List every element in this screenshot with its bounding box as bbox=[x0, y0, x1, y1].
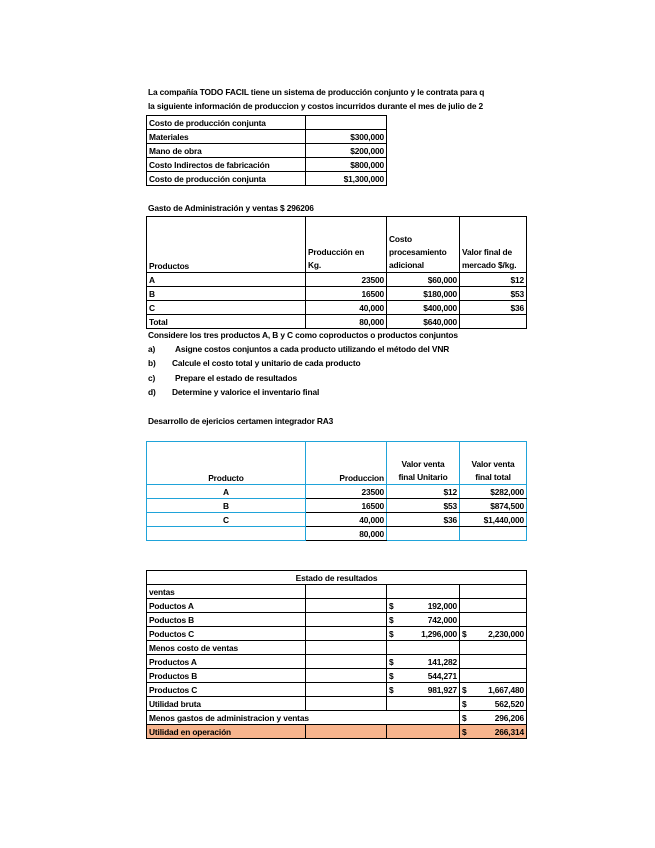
sales-amount: 192,000 bbox=[427, 601, 457, 611]
table-total-row bbox=[147, 527, 527, 541]
currency-symbol: $ bbox=[462, 727, 467, 737]
instruction-marker-c: c) bbox=[148, 373, 156, 383]
cost-label-labor: Mano de obra bbox=[147, 144, 306, 158]
instruction-text-a: Asigne costos conjuntos a cada producto utilizando el método del VNR bbox=[175, 344, 450, 354]
development-table bbox=[146, 441, 527, 541]
cost-value-overhead: $800,000 bbox=[306, 158, 387, 172]
products-table bbox=[146, 216, 527, 329]
admin-expenses-row bbox=[147, 711, 527, 725]
dev-product-total: $1,440,000 bbox=[460, 513, 527, 527]
currency-symbol: $ bbox=[389, 629, 394, 639]
dev-product-total: $874,500 bbox=[460, 499, 527, 513]
cost-value-materials: $300,000 bbox=[306, 130, 387, 144]
products-header-production bbox=[306, 217, 387, 273]
products-header-cost-line3: adicional bbox=[389, 260, 424, 270]
intro-line-1: La compañía TODO FACIL tiene un sistema de producción conjunto y le contrata para q bbox=[148, 87, 485, 97]
table-total-row bbox=[147, 315, 527, 329]
dev-header-production: Produccion bbox=[306, 442, 387, 485]
product-production: 40,000 bbox=[306, 301, 387, 315]
products-header-product: Productos bbox=[147, 217, 306, 273]
product-production: 16500 bbox=[306, 287, 387, 301]
cost-of-sales-label: Productos C bbox=[147, 683, 306, 697]
table-row bbox=[147, 301, 527, 315]
operating-profit-amount: 266,314 bbox=[494, 727, 525, 737]
table-row bbox=[147, 485, 527, 499]
products-header-value-line2: mercado $/kg. bbox=[462, 260, 517, 270]
table-row bbox=[147, 599, 527, 613]
instructions-title: Considere los tres productos A, B y C como coproductos o productos conjuntos bbox=[148, 330, 458, 340]
product-name: A bbox=[147, 273, 306, 287]
development-title: Desarrollo de ejericios certamen integrador RA3 bbox=[148, 416, 334, 426]
gross-profit-row bbox=[147, 697, 527, 711]
dev-header-unit-line1: Valor venta bbox=[401, 459, 445, 469]
table-row bbox=[147, 669, 527, 683]
admin-expenses-amount: 296,206 bbox=[494, 713, 525, 723]
sales-label: Poductos A bbox=[147, 599, 306, 613]
product-value: $12 bbox=[460, 273, 527, 287]
table-row bbox=[147, 655, 527, 669]
cost-value-labor: $200,000 bbox=[306, 144, 387, 158]
income-statement-title: Estado de resultados bbox=[147, 571, 527, 585]
dev-product-name: A bbox=[147, 485, 306, 499]
total-cost: $640,000 bbox=[387, 315, 460, 329]
cost-of-sales-header: Menos costo de ventas bbox=[147, 641, 306, 655]
currency-symbol: $ bbox=[389, 601, 394, 611]
table-row bbox=[147, 287, 527, 301]
product-production: 23500 bbox=[306, 273, 387, 287]
product-name: C bbox=[147, 301, 306, 315]
products-header-cost-line1: Costo bbox=[389, 234, 412, 244]
dev-product-total: $282,000 bbox=[460, 485, 527, 499]
table-row bbox=[147, 627, 527, 641]
admin-expenses-label: Menos gastos de administracion y ventas bbox=[147, 711, 460, 725]
instruction-text-c: Prepare el estado de resultados bbox=[175, 373, 297, 383]
intro-line-2: la siguiente información de produccion y costos incurridos durante el mes de julio de 2 bbox=[148, 101, 484, 111]
currency-symbol: $ bbox=[389, 657, 394, 667]
products-header-production-line2: Kg. bbox=[308, 260, 322, 270]
sales-label: Poductos B bbox=[147, 613, 306, 627]
operating-profit-row bbox=[147, 725, 527, 739]
table-row bbox=[147, 273, 527, 287]
currency-symbol: $ bbox=[389, 671, 394, 681]
total-production: 80,000 bbox=[306, 315, 387, 329]
table-row bbox=[147, 499, 527, 513]
dev-header-product: Producto bbox=[147, 442, 306, 485]
instruction-text-b: Calcule el costo total y unitario de cada producto bbox=[172, 358, 361, 368]
dev-product-unit: $36 bbox=[387, 513, 460, 527]
cost-value-total: $1,300,000 bbox=[306, 172, 387, 186]
dev-product-unit: $12 bbox=[387, 485, 460, 499]
product-cost: $400,000 bbox=[387, 301, 460, 315]
joint-costs-header: Costo de producción conjunta bbox=[147, 116, 306, 130]
products-header-value-line1: Valor final de bbox=[462, 247, 513, 257]
currency-symbol: $ bbox=[389, 615, 394, 625]
dev-product-name: B bbox=[147, 499, 306, 513]
product-cost: $60,000 bbox=[387, 273, 460, 287]
products-header-cost bbox=[387, 217, 460, 273]
sales-amount: 1,296,000 bbox=[421, 629, 457, 639]
dev-product-unit: $53 bbox=[387, 499, 460, 513]
admin-expense-note: Gasto de Administración y ventas $ 296206 bbox=[148, 203, 314, 213]
dev-product-production: 16500 bbox=[306, 499, 387, 513]
table-row bbox=[147, 513, 527, 527]
instruction-marker-d: d) bbox=[148, 387, 156, 397]
currency-symbol: $ bbox=[462, 629, 467, 639]
cost-label-materials: Materiales bbox=[147, 130, 306, 144]
dev-header-total-line1: Valor venta bbox=[471, 459, 515, 469]
gross-profit-label: Utilidad bruta bbox=[147, 697, 306, 711]
gross-profit-amount: 562,520 bbox=[494, 699, 525, 709]
table-row bbox=[147, 613, 527, 627]
dev-header-total bbox=[460, 442, 527, 485]
table-row bbox=[147, 683, 527, 697]
product-value: $53 bbox=[460, 287, 527, 301]
operating-profit-label: Utilidad en operación bbox=[147, 725, 306, 739]
cost-label-total: Costo de producción conjunta bbox=[147, 172, 306, 186]
product-name: B bbox=[147, 287, 306, 301]
cost-of-sales-amount: 544,271 bbox=[427, 671, 457, 681]
cost-label-overhead: Costo Indirectos de fabricación bbox=[147, 158, 306, 172]
cost-of-sales-label: Productos A bbox=[147, 655, 306, 669]
cost-of-sales-total: 1,667,480 bbox=[488, 685, 525, 695]
products-header-cost-line2: procesamiento bbox=[389, 247, 447, 257]
currency-symbol: $ bbox=[389, 685, 394, 695]
cost-of-sales-amount: 141,282 bbox=[427, 657, 457, 667]
dev-header-unit bbox=[387, 442, 460, 485]
dev-header-total-line2: final total bbox=[475, 472, 511, 482]
dev-header-unit-line2: final Unitario bbox=[398, 472, 448, 482]
instruction-marker-b: b) bbox=[148, 358, 156, 368]
product-cost: $180,000 bbox=[387, 287, 460, 301]
total-label: Total bbox=[147, 315, 306, 329]
dev-total-production: 80,000 bbox=[306, 527, 387, 541]
instruction-marker-a: a) bbox=[148, 344, 156, 354]
sales-total: 2,230,000 bbox=[488, 629, 525, 639]
dev-product-production: 23500 bbox=[306, 485, 387, 499]
income-statement-table bbox=[146, 570, 527, 739]
cost-of-sales-amount: 981,927 bbox=[427, 685, 457, 695]
product-value: $36 bbox=[460, 301, 527, 315]
currency-symbol: $ bbox=[462, 713, 467, 723]
products-header-value bbox=[460, 217, 527, 273]
cost-of-sales-label: Productos B bbox=[147, 669, 306, 683]
sales-label: Poductos C bbox=[147, 627, 306, 641]
currency-symbol: $ bbox=[462, 699, 467, 709]
sales-amount: 742,000 bbox=[427, 615, 457, 625]
instruction-text-d: Determine y valorice el inventario final bbox=[172, 387, 320, 397]
products-header-production-line1: Producción en bbox=[308, 247, 365, 257]
joint-costs-table bbox=[146, 115, 387, 186]
dev-product-production: 40,000 bbox=[306, 513, 387, 527]
currency-symbol: $ bbox=[462, 685, 467, 695]
dev-product-name: C bbox=[147, 513, 306, 527]
sales-header: ventas bbox=[147, 585, 306, 599]
